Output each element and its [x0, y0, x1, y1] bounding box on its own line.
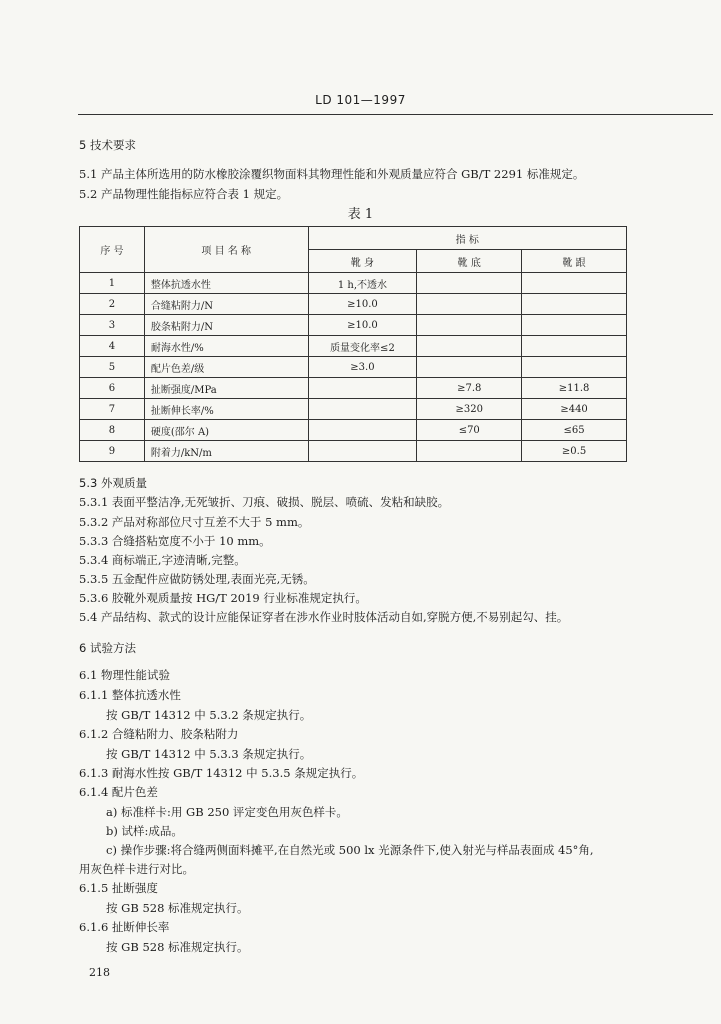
cell-body: 1 h,不透水	[308, 273, 417, 294]
clause-6-1-5-text: 按 GB 528 标准规定执行。	[106, 901, 249, 915]
table-caption: 表 1	[347, 207, 374, 222]
cell-sole	[417, 315, 522, 336]
cell-sole	[417, 357, 522, 378]
cell-item: 耐海水性/%	[144, 336, 308, 357]
clause-6-1-5: 6.1.5 扯断强度	[79, 881, 158, 895]
table-row	[80, 336, 627, 357]
cell-sole: ≥7.8	[417, 378, 522, 399]
cell-no: 2	[80, 294, 145, 315]
cell-no: 5	[80, 357, 145, 378]
cell-heel	[522, 294, 627, 315]
cell-heel: ≥440	[522, 399, 627, 420]
header-item-name: 项 目 名 称	[144, 227, 308, 273]
header-index: 指 标	[308, 227, 626, 250]
clause-6-1-6: 6.1.6 扯断伸长率	[79, 920, 170, 934]
cell-no: 9	[80, 441, 145, 462]
cell-no: 1	[80, 273, 145, 294]
cell-item: 合缝粘附力/N	[144, 294, 308, 315]
cell-heel	[522, 357, 627, 378]
clause-5-3-6: 5.3.6 胶靴外观质量按 HG/T 2019 行业标准规定执行。	[79, 591, 367, 605]
cell-body: ≥3.0	[308, 357, 417, 378]
clause-6-1-4-c: c) 操作步骤:将合缝两侧面料摊平,在自然光或 500 lx 光源条件下,使入射光与样品表面成 45°角,	[106, 843, 594, 857]
header-boot-heel: 靴 跟	[522, 250, 627, 273]
clause-6-1: 6.1 物理性能试验	[79, 668, 170, 682]
cell-no: 4	[80, 336, 145, 357]
clause-5-4: 5.4 产品结构、款式的设计应能保证穿者在涉水作业时肢体活动自如,穿脱方便,不易别起勾、挂。	[79, 610, 569, 624]
clause-5-3-2: 5.3.2 产品对称部位尺寸互差不大于 5 mm。	[79, 515, 310, 529]
header-serial-no: 序 号	[80, 227, 145, 273]
cell-sole	[417, 294, 522, 315]
cell-heel	[522, 315, 627, 336]
cell-body	[308, 441, 417, 462]
cell-heel: ≥11.8	[522, 378, 627, 399]
cell-item: 胶条粘附力/N	[144, 315, 308, 336]
cell-no: 8	[80, 420, 145, 441]
clause-6-1-4-b: b) 试样:成品。	[106, 824, 183, 838]
clause-6-1-1: 6.1.1 整体抗透水性	[79, 688, 181, 702]
cell-item: 硬度(邵尔 A)	[144, 420, 308, 441]
clause-5-3-3: 5.3.3 合缝搭粘宽度不小于 10 mm。	[79, 534, 271, 548]
header-boot-body: 靴 身	[308, 250, 417, 273]
section-6-title: 6 试验方法	[79, 641, 136, 655]
cell-item: 整体抗透水性	[144, 273, 308, 294]
clause-5-3-1: 5.3.1 表面平整洁净,无死皱折、刀痕、破损、脱层、喷硫、发粘和缺胶。	[79, 495, 450, 509]
table-row	[80, 441, 627, 462]
clause-6-1-2: 6.1.2 合缝粘附力、胶条粘附力	[79, 727, 239, 741]
header-rule	[78, 114, 713, 115]
cell-no: 7	[80, 399, 145, 420]
cell-no: 3	[80, 315, 145, 336]
clause-6-1-4-a: a) 标准样卡:用 GB 250 评定变色用灰色样卡。	[106, 805, 348, 819]
section-5-title: 5 技术要求	[79, 138, 136, 152]
table-header-row	[80, 227, 627, 250]
cell-item: 附着力/kN/m	[144, 441, 308, 462]
table-row	[80, 315, 627, 336]
cell-sole	[417, 273, 522, 294]
cell-sole	[417, 336, 522, 357]
clause-6-1-4-c-cont: 用灰色样卡进行对比。	[79, 862, 194, 876]
clause-6-1-1-text: 按 GB/T 14312 中 5.3.2 条规定执行。	[106, 708, 312, 722]
table-row	[80, 294, 627, 315]
clause-6-1-3: 6.1.3 耐海水性按 GB/T 14312 中 5.3.5 条规定执行。	[79, 766, 364, 780]
property-table	[79, 226, 627, 462]
cell-heel: ≥0.5	[522, 441, 627, 462]
cell-sole: ≤70	[417, 420, 522, 441]
table-row	[80, 273, 627, 294]
clause-5-2: 5.2 产品物理性能指标应符合表 1 规定。	[79, 187, 289, 201]
clause-5-1: 5.1 产品主体所选用的防水橡胶涂覆织物面料其物理性能和外观质量应符合 GB/T 2291 标准规定。	[79, 167, 585, 181]
cell-body	[308, 420, 417, 441]
section-5-3-title: 5.3 外观质量	[79, 476, 147, 490]
cell-body: ≥10.0	[308, 294, 417, 315]
cell-heel	[522, 273, 627, 294]
cell-body: 质量变化率≤2	[308, 336, 417, 357]
cell-body	[308, 378, 417, 399]
clause-5-3-4: 5.3.4 商标端正,字迹清晰,完整。	[79, 553, 246, 567]
clause-6-1-2-text: 按 GB/T 14312 中 5.3.3 条规定执行。	[106, 747, 312, 761]
cell-body: ≥10.0	[308, 315, 417, 336]
table-row	[80, 420, 627, 441]
cell-body	[308, 399, 417, 420]
cell-sole	[417, 441, 522, 462]
clause-6-1-4: 6.1.4 配片色差	[79, 785, 158, 799]
cell-item: 配片色差/级	[144, 357, 308, 378]
cell-sole: ≥320	[417, 399, 522, 420]
clause-5-3-5: 5.3.5 五金配件应做防锈处理,表面光亮,无锈。	[79, 572, 315, 586]
cell-no: 6	[80, 378, 145, 399]
table-row	[80, 357, 627, 378]
table-row	[80, 399, 627, 420]
table-row	[80, 378, 627, 399]
page-number: 218	[89, 966, 110, 979]
header-boot-sole: 靴 底	[417, 250, 522, 273]
cell-heel: ≤65	[522, 420, 627, 441]
cell-item: 扯断伸长率/%	[144, 399, 308, 420]
cell-item: 扯断强度/MPa	[144, 378, 308, 399]
page-header: LD 101—1997	[315, 93, 406, 107]
clause-6-1-6-text: 按 GB 528 标准规定执行。	[106, 940, 249, 954]
cell-heel	[522, 336, 627, 357]
